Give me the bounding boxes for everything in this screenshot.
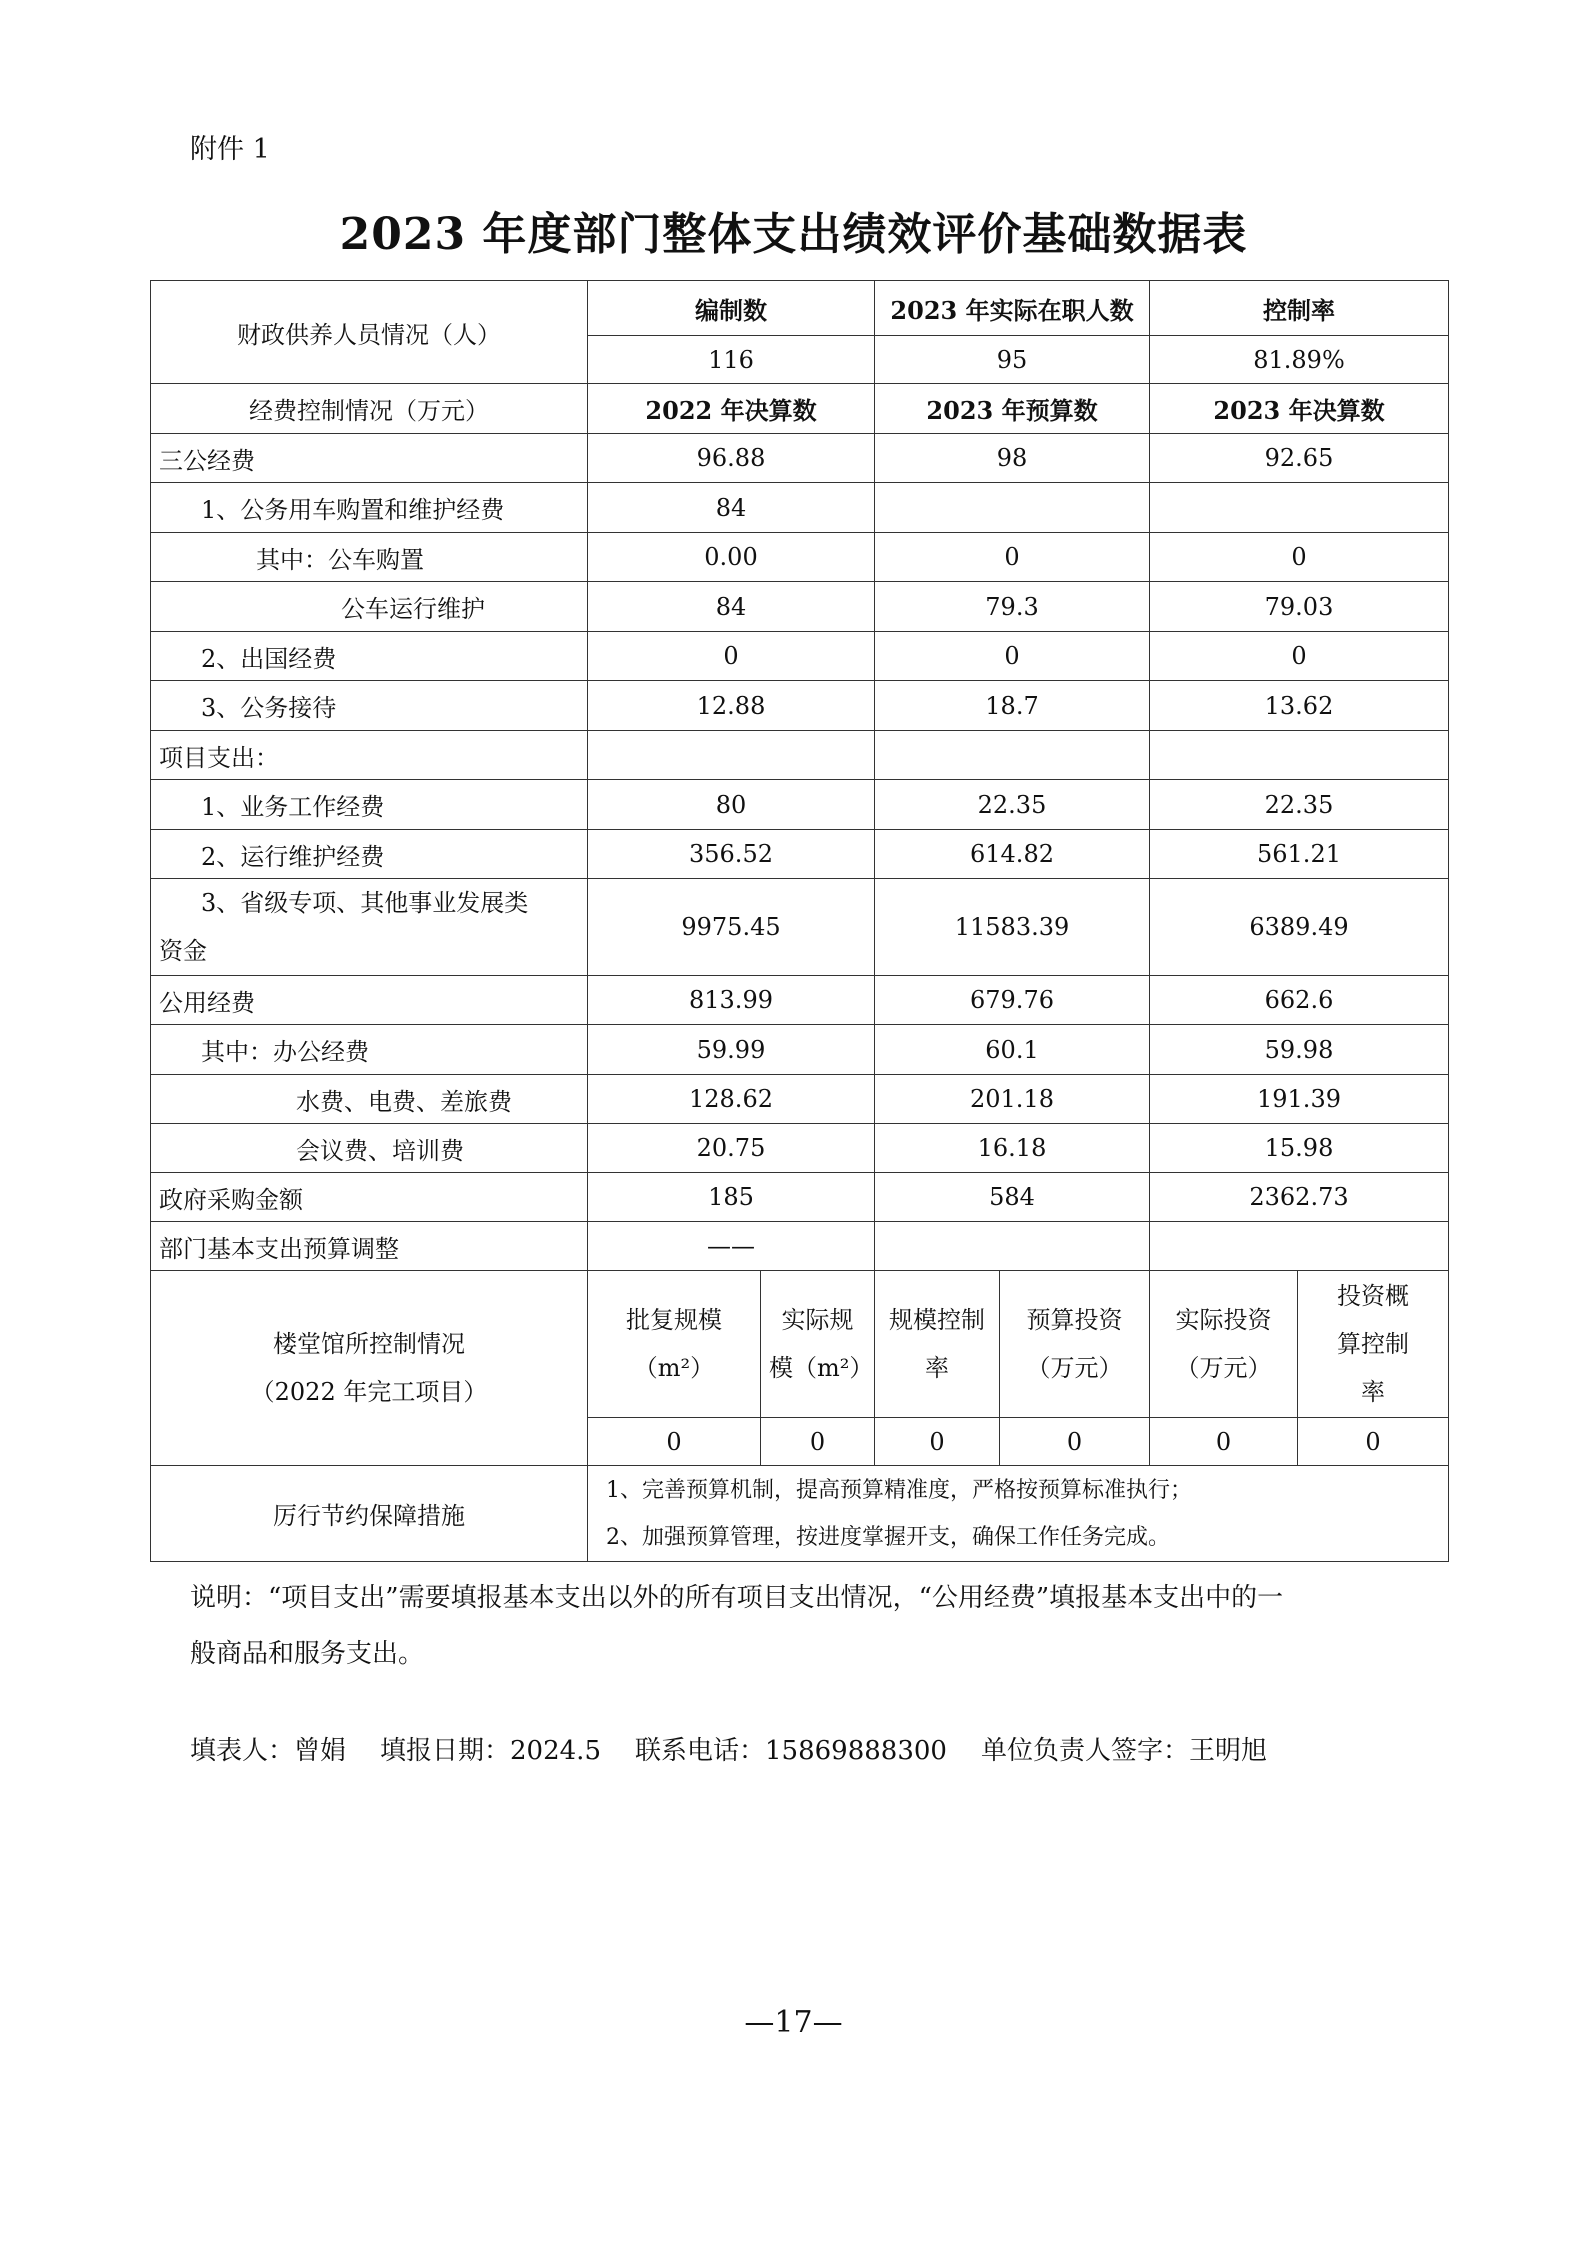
row-label-line: 3、省级专项、其他事业发展类 [201,889,529,917]
note-line: 般商品和服务支出。 [190,1639,425,1669]
building-value: 0 [875,1418,1000,1466]
funds-col-header: 2022 年决算数 [588,384,875,434]
row-label: 1、业务工作经费 [151,780,588,830]
row-label: 项目支出： [151,731,588,780]
table-row [151,780,1449,830]
cell-value: 13.62 [1150,681,1449,731]
cell-value [875,731,1150,780]
header-line: 规模控制 [889,1306,985,1334]
cell-value: 0 [875,632,1150,681]
page-number: —17— [744,2005,843,2040]
document-title: 2023 年度部门整体支出绩效评价基础数据表 [339,209,1248,260]
table-row [151,1025,1449,1075]
staff-header: 编制数 [588,281,875,336]
form-footer [190,1730,1301,1767]
signer-name: 单位负责人签字：王明旭 [980,1736,1267,1766]
cell-value: 12.88 [588,681,875,731]
table-row [151,681,1449,731]
building-header [1298,1271,1449,1418]
cell-value: 679.76 [875,976,1150,1025]
cell-value: 356.52 [588,830,875,879]
header-line: 投资概 [1337,1282,1409,1310]
cell-value: 201.18 [875,1075,1150,1124]
building-value: 0 [1298,1418,1449,1466]
header-line: 批复规模 [626,1306,722,1334]
row-label: 1、公务用车购置和维护经费 [151,483,588,533]
cell-value: 185 [588,1173,875,1222]
header-line: 率 [1361,1378,1385,1406]
measures-label: 厉行节约保障措施 [151,1466,588,1562]
cell-value: 96.88 [588,434,875,483]
building-value: 0 [761,1418,875,1466]
cell-value [588,731,875,780]
filler-name: 填表人：曾娟 [190,1736,347,1766]
cell-value: 0 [1150,632,1449,681]
header-line: 算控制 [1337,1330,1409,1358]
staff-header: 2023 年实际在职人数 [875,281,1150,336]
funds-col-header: 2023 年决算数 [1150,384,1449,434]
staff-value: 116 [588,336,875,384]
building-value: 0 [1150,1418,1298,1466]
cell-value: 59.99 [588,1025,875,1075]
cell-value [1150,1222,1449,1271]
table-row [151,1075,1449,1124]
cell-value: 9975.45 [588,879,875,976]
note-line: 说明：“项目支出”需要填报基本支出以外的所有项目支出情况，“公用经费”填报基本支出中的一 [190,1583,1284,1613]
cell-value: 584 [875,1173,1150,1222]
building-value: 0 [1000,1418,1150,1466]
header-line: 实际投资 [1175,1306,1272,1334]
header-line: （m²） [633,1354,715,1382]
table-row [151,1222,1449,1271]
table-row [151,483,1449,533]
cell-value: 0 [1150,533,1449,582]
cell-value: 18.7 [875,681,1150,731]
cell-value [875,1222,1150,1271]
building-label [151,1271,588,1466]
cell-value: 79.3 [875,582,1150,632]
table-row [151,1124,1449,1173]
row-label: 政府采购金额 [151,1173,588,1222]
building-header [761,1271,875,1418]
building-header [1000,1271,1150,1418]
table-row [151,434,1449,483]
cell-value: 80 [588,780,875,830]
row-label: 公用经费 [151,976,588,1025]
table-row [151,533,1449,582]
contact-phone: 联系电话：15869888300 [635,1736,947,1766]
cell-value: 84 [588,582,875,632]
cell-value: 92.65 [1150,434,1449,483]
table-row [151,976,1449,1025]
header-line: 预算投资 [1026,1306,1123,1334]
cell-value: 0 [875,533,1150,582]
cell-value: 16.18 [875,1124,1150,1173]
funds-col-header: 2023 年预算数 [875,384,1150,434]
funds-label: 经费控制情况（万元） [151,384,588,434]
row-label: 会议费、培训费 [151,1124,588,1173]
building-label-line: 楼堂馆所控制情况 [273,1330,465,1358]
cell-value: 84 [588,483,875,533]
table-row [151,830,1449,879]
row-label: 水费、电费、差旅费 [151,1075,588,1124]
row-label: 部门基本支出预算调整 [151,1222,588,1271]
cell-value: 662.6 [1150,976,1449,1025]
header-line: （万元） [1175,1354,1272,1382]
row-label: 公车运行维护 [151,582,588,632]
explanation-note [190,1570,1420,1682]
row-label: 其中：办公经费 [151,1025,588,1075]
cell-value: 98 [875,434,1150,483]
cell-value: 79.03 [1150,582,1449,632]
row-label: 2、出国经费 [151,632,588,681]
row-label: 三公经费 [151,434,588,483]
building-label-line: （2022 年完工项目） [250,1378,488,1406]
staff-value: 95 [875,336,1150,384]
cell-value: 15.98 [1150,1124,1449,1173]
cell-value: 60.1 [875,1025,1150,1075]
header-line: 实际规 [781,1306,854,1334]
row-label: 2、运行维护经费 [151,830,588,879]
row-label: 3、公务接待 [151,681,588,731]
cell-value [1150,731,1449,780]
cell-value: 22.35 [875,780,1150,830]
header-line: （万元） [1026,1354,1123,1382]
table-row [151,582,1449,632]
fill-date: 填报日期：2024.5 [380,1736,601,1766]
cell-value: 22.35 [1150,780,1449,830]
staff-header: 控制率 [1150,281,1449,336]
staff-value: 81.89% [1150,336,1449,384]
cell-value [1150,483,1449,533]
cell-value: 0 [588,632,875,681]
cell-value: 59.98 [1150,1025,1449,1075]
data-table [150,280,1449,1562]
building-header [1150,1271,1298,1418]
cell-value: —— [588,1222,875,1271]
building-header [875,1271,1000,1418]
cell-value: 0.00 [588,533,875,582]
row-label: 其中：公车购置 [151,533,588,582]
header-line: 模（m²） [769,1354,874,1382]
building-header [588,1271,761,1418]
table-row [151,1173,1449,1222]
cell-value: 561.21 [1150,830,1449,879]
cell-value: 6389.49 [1150,879,1449,976]
cell-value: 191.39 [1150,1075,1449,1124]
measure-item: 1、完善预算机制，提高预算精准度，严格按预算标准执行； [606,1477,1192,1503]
row-label-line: 资金 [159,937,207,965]
table-row [151,632,1449,681]
attachment-label: 附件 1 [190,134,270,165]
cell-value: 2362.73 [1150,1173,1449,1222]
table-row [151,731,1449,780]
header-line: 率 [925,1354,949,1382]
row-label [151,879,588,976]
table-row [151,879,1449,976]
cell-value: 20.75 [588,1124,875,1173]
cell-value [875,483,1150,533]
staff-label: 财政供养人员情况（人） [151,281,588,384]
cell-value: 614.82 [875,830,1150,879]
measure-item: 2、加强预算管理，按进度掌握开支，确保工作任务完成。 [606,1524,1170,1550]
cell-value: 11583.39 [875,879,1150,976]
measures-content [588,1466,1449,1562]
cell-value: 128.62 [588,1075,875,1124]
cell-value: 813.99 [588,976,875,1025]
building-value: 0 [588,1418,761,1466]
